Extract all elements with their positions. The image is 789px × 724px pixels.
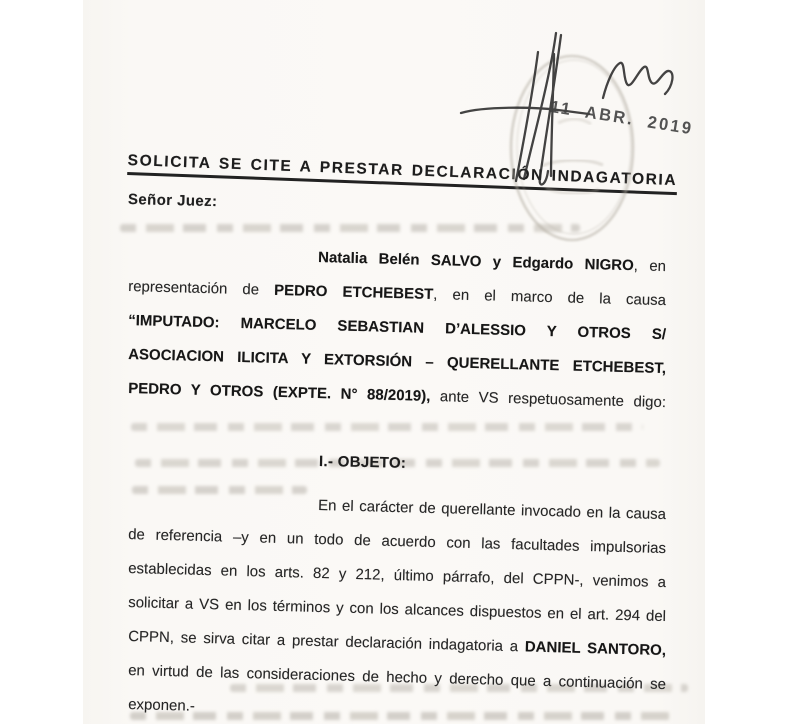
document-line: de referencia –y en un todo de acuerdo con las facultades impulsorias <box>127 526 667 558</box>
document-line: “IMPUTADO: MARCELO SEBASTIAN D’ALESSIO Y OTROS S/ <box>127 312 667 344</box>
document-line: establecidas en los arts. 82 y 212, último párrafo, del CPPN-, venimos a <box>127 560 667 592</box>
document-line: En el carácter de querellante invocado en la causa <box>317 496 667 524</box>
document-line: solicitar a VS en los términos y con los alcances dispuestos en el art. 294 del <box>127 594 667 626</box>
section-heading-objeto: I.- OBJETO: <box>318 453 407 472</box>
document-line: exponen.- <box>127 696 196 715</box>
document-line: PEDRO Y OTROS (EXPTE. N° 88/2019), ante VS respetuosamente digo: <box>127 380 667 412</box>
document-line: CPPN, se sirva citar a prestar declaración indagatoria a DANIEL SANTORO, <box>127 628 667 660</box>
document-line: en virtud de las consideraciones de hecho y derecho que a continuación se <box>127 662 667 694</box>
document-line: representación de PEDRO ETCHEBEST, en el marco de la causa <box>127 278 667 310</box>
salutation: Señor Juez: <box>127 191 218 211</box>
date-stamp: 11 ABR. 2019 <box>549 97 695 139</box>
signature-and-seal <box>430 18 720 263</box>
paragraph-objeto-body <box>128 491 666 724</box>
document-line: Natalia Belén SALVO y Edgardo NIGRO, en <box>317 248 667 276</box>
round-seal-icon <box>511 56 633 240</box>
document-line: ASOCIACION ILICITA Y EXTORSIÓN – QUERELLANTE ETCHEBEST, <box>127 346 667 378</box>
document-title-text: SOLICITA SE CITE A PRESTAR DECLARACIÓN INDAGATORIA <box>127 152 677 195</box>
paragraph-introduction <box>128 243 666 413</box>
